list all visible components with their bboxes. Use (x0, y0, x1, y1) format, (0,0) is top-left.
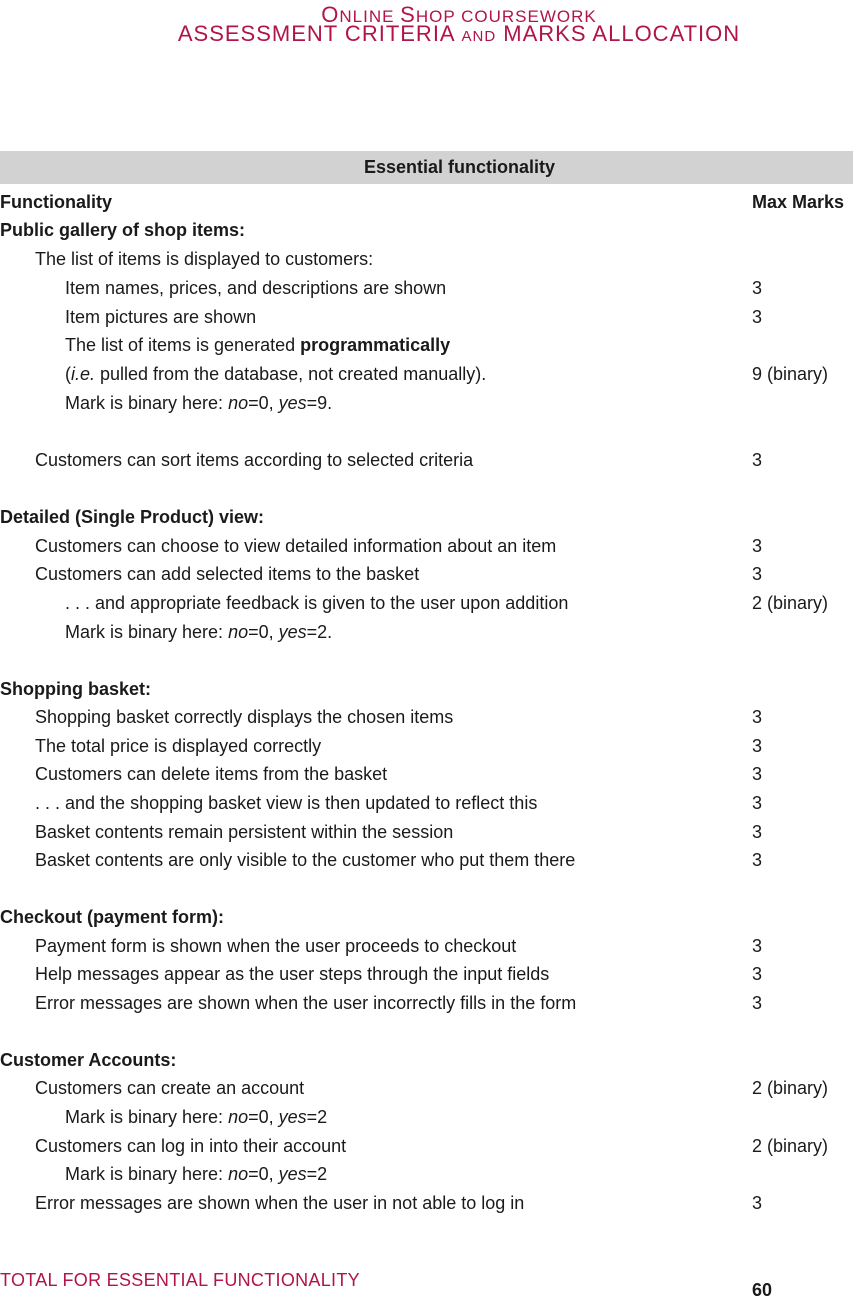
criterion-row (0, 932, 853, 960)
max-marks-value: 3 (752, 536, 763, 556)
max-marks-value: 3 (752, 1193, 763, 1213)
criterion-row (0, 532, 853, 560)
criterion-text: Customers can choose to view detailed information about an item (35, 536, 557, 556)
criterion-row (0, 1103, 853, 1131)
criterion-text: Error messages are shown when the user in not able to log in (35, 1193, 525, 1213)
criterion-text: The total price is displayed correctly (35, 736, 322, 756)
section-heading-text: Checkout (payment form): (0, 907, 225, 927)
header-max-marks: Max Marks (752, 192, 845, 212)
section-heading-text: Detailed (Single Product) view: (0, 507, 265, 527)
criterion-row (0, 1189, 853, 1217)
section-heading (0, 903, 853, 931)
max-marks-value: 3 (752, 822, 763, 842)
max-marks-value: 3 (752, 936, 763, 956)
max-marks-value: 2 (binary) (752, 593, 829, 613)
max-marks-value: 3 (752, 307, 763, 327)
criterion-text: Mark is binary here: no=0, yes=2 (65, 1107, 328, 1127)
criterion-text: Customers can sort items according to selected criteria (35, 450, 474, 470)
criterion-row (0, 1160, 853, 1188)
criterion-row (0, 960, 853, 988)
max-marks-value: 3 (752, 850, 763, 870)
criterion-row (0, 245, 853, 273)
criterion-text: The list of items is displayed to customers: (35, 249, 374, 269)
criterion-text: Payment form is shown when the user proceeds to checkout (35, 936, 517, 956)
criterion-text: Mark is binary here: no=0, yes=9. (65, 393, 333, 413)
criterion-row (0, 446, 853, 474)
section-heading-text: Public gallery of shop items: (0, 220, 246, 240)
criterion-text: Customers can add selected items to the basket (35, 564, 420, 584)
total-label: TOTAL FOR ESSENTIAL FUNCTIONALITY (0, 1270, 360, 1290)
criterion-text: Basket contents are only visible to the customer who put them there (35, 850, 576, 870)
max-marks-value: 3 (752, 278, 763, 298)
criterion-row (0, 389, 853, 417)
section-heading (0, 503, 853, 531)
table-header (0, 188, 853, 216)
document-title-line-1: ONLINE SHOP COURSEWORK (321, 2, 597, 27)
criterion-row (0, 989, 853, 1017)
criterion-text: Item pictures are shown (65, 307, 257, 327)
criterion-row (0, 1132, 853, 1160)
section-heading-text: Shopping basket: (0, 679, 152, 699)
criterion-text: Customers can delete items from the basket (35, 764, 388, 784)
section-banner: Essential functionality (0, 151, 853, 184)
document-title-line-2: ASSESSMENT CRITERIA AND MARKS ALLOCATION (177, 21, 741, 46)
criterion-text: Mark is binary here: no=0, yes=2 (65, 1164, 328, 1184)
max-marks-value: 3 (752, 764, 763, 784)
criterion-row (0, 618, 853, 646)
max-marks-value: 3 (752, 993, 763, 1013)
total-value: 60 (752, 1280, 773, 1300)
criterion-row (0, 789, 853, 817)
max-marks-value: 3 (752, 964, 763, 984)
criterion-row (0, 274, 853, 302)
criterion-text: Item names, prices, and descriptions are shown (65, 278, 447, 298)
criterion-row (0, 589, 853, 617)
max-marks-value: 3 (752, 564, 763, 584)
criterion-text: Basket contents remain persistent within the session (35, 822, 454, 842)
criterion-row (0, 760, 853, 788)
max-marks-value: 3 (752, 736, 763, 756)
criterion-text: Shopping basket correctly displays the chosen items (35, 707, 454, 727)
section-heading (0, 1046, 853, 1074)
criterion-text: The list of items is generated programmatically (65, 335, 451, 355)
criterion-row (0, 560, 853, 588)
criterion-row (0, 303, 853, 331)
section-heading (0, 675, 853, 703)
criterion-row (0, 703, 853, 731)
criterion-text: Customers can create an account (35, 1078, 305, 1098)
max-marks-value: 2 (binary) (752, 1136, 829, 1156)
criterion-row (0, 331, 853, 359)
max-marks-value: 9 (binary) (752, 364, 829, 384)
max-marks-value: 3 (752, 793, 763, 813)
max-marks-value: 2 (binary) (752, 1078, 829, 1098)
max-marks-value: 3 (752, 450, 763, 470)
criterion-row (0, 846, 853, 874)
criterion-text: (i.e. pulled from the database, not created manually). (65, 364, 487, 384)
criterion-row (0, 732, 853, 760)
criterion-text: Help messages appear as the user steps through the input fields (35, 964, 550, 984)
criterion-text: Error messages are shown when the user incorrectly fills in the form (35, 993, 577, 1013)
header-functionality: Functionality (0, 192, 112, 212)
criterion-text: . . . and appropriate feedback is given to the user upon addition (65, 593, 569, 613)
section-heading-text: Customer Accounts: (0, 1050, 177, 1070)
criterion-row (0, 360, 853, 388)
criterion-row (0, 1074, 853, 1102)
criterion-row (0, 818, 853, 846)
criterion-text: . . . and the shopping basket view is then updated to reflect this (35, 793, 538, 813)
criterion-text: Customers can log in into their account (35, 1136, 347, 1156)
criterion-text: Mark is binary here: no=0, yes=2. (65, 622, 333, 642)
section-heading (0, 216, 853, 244)
max-marks-value: 3 (752, 707, 763, 727)
